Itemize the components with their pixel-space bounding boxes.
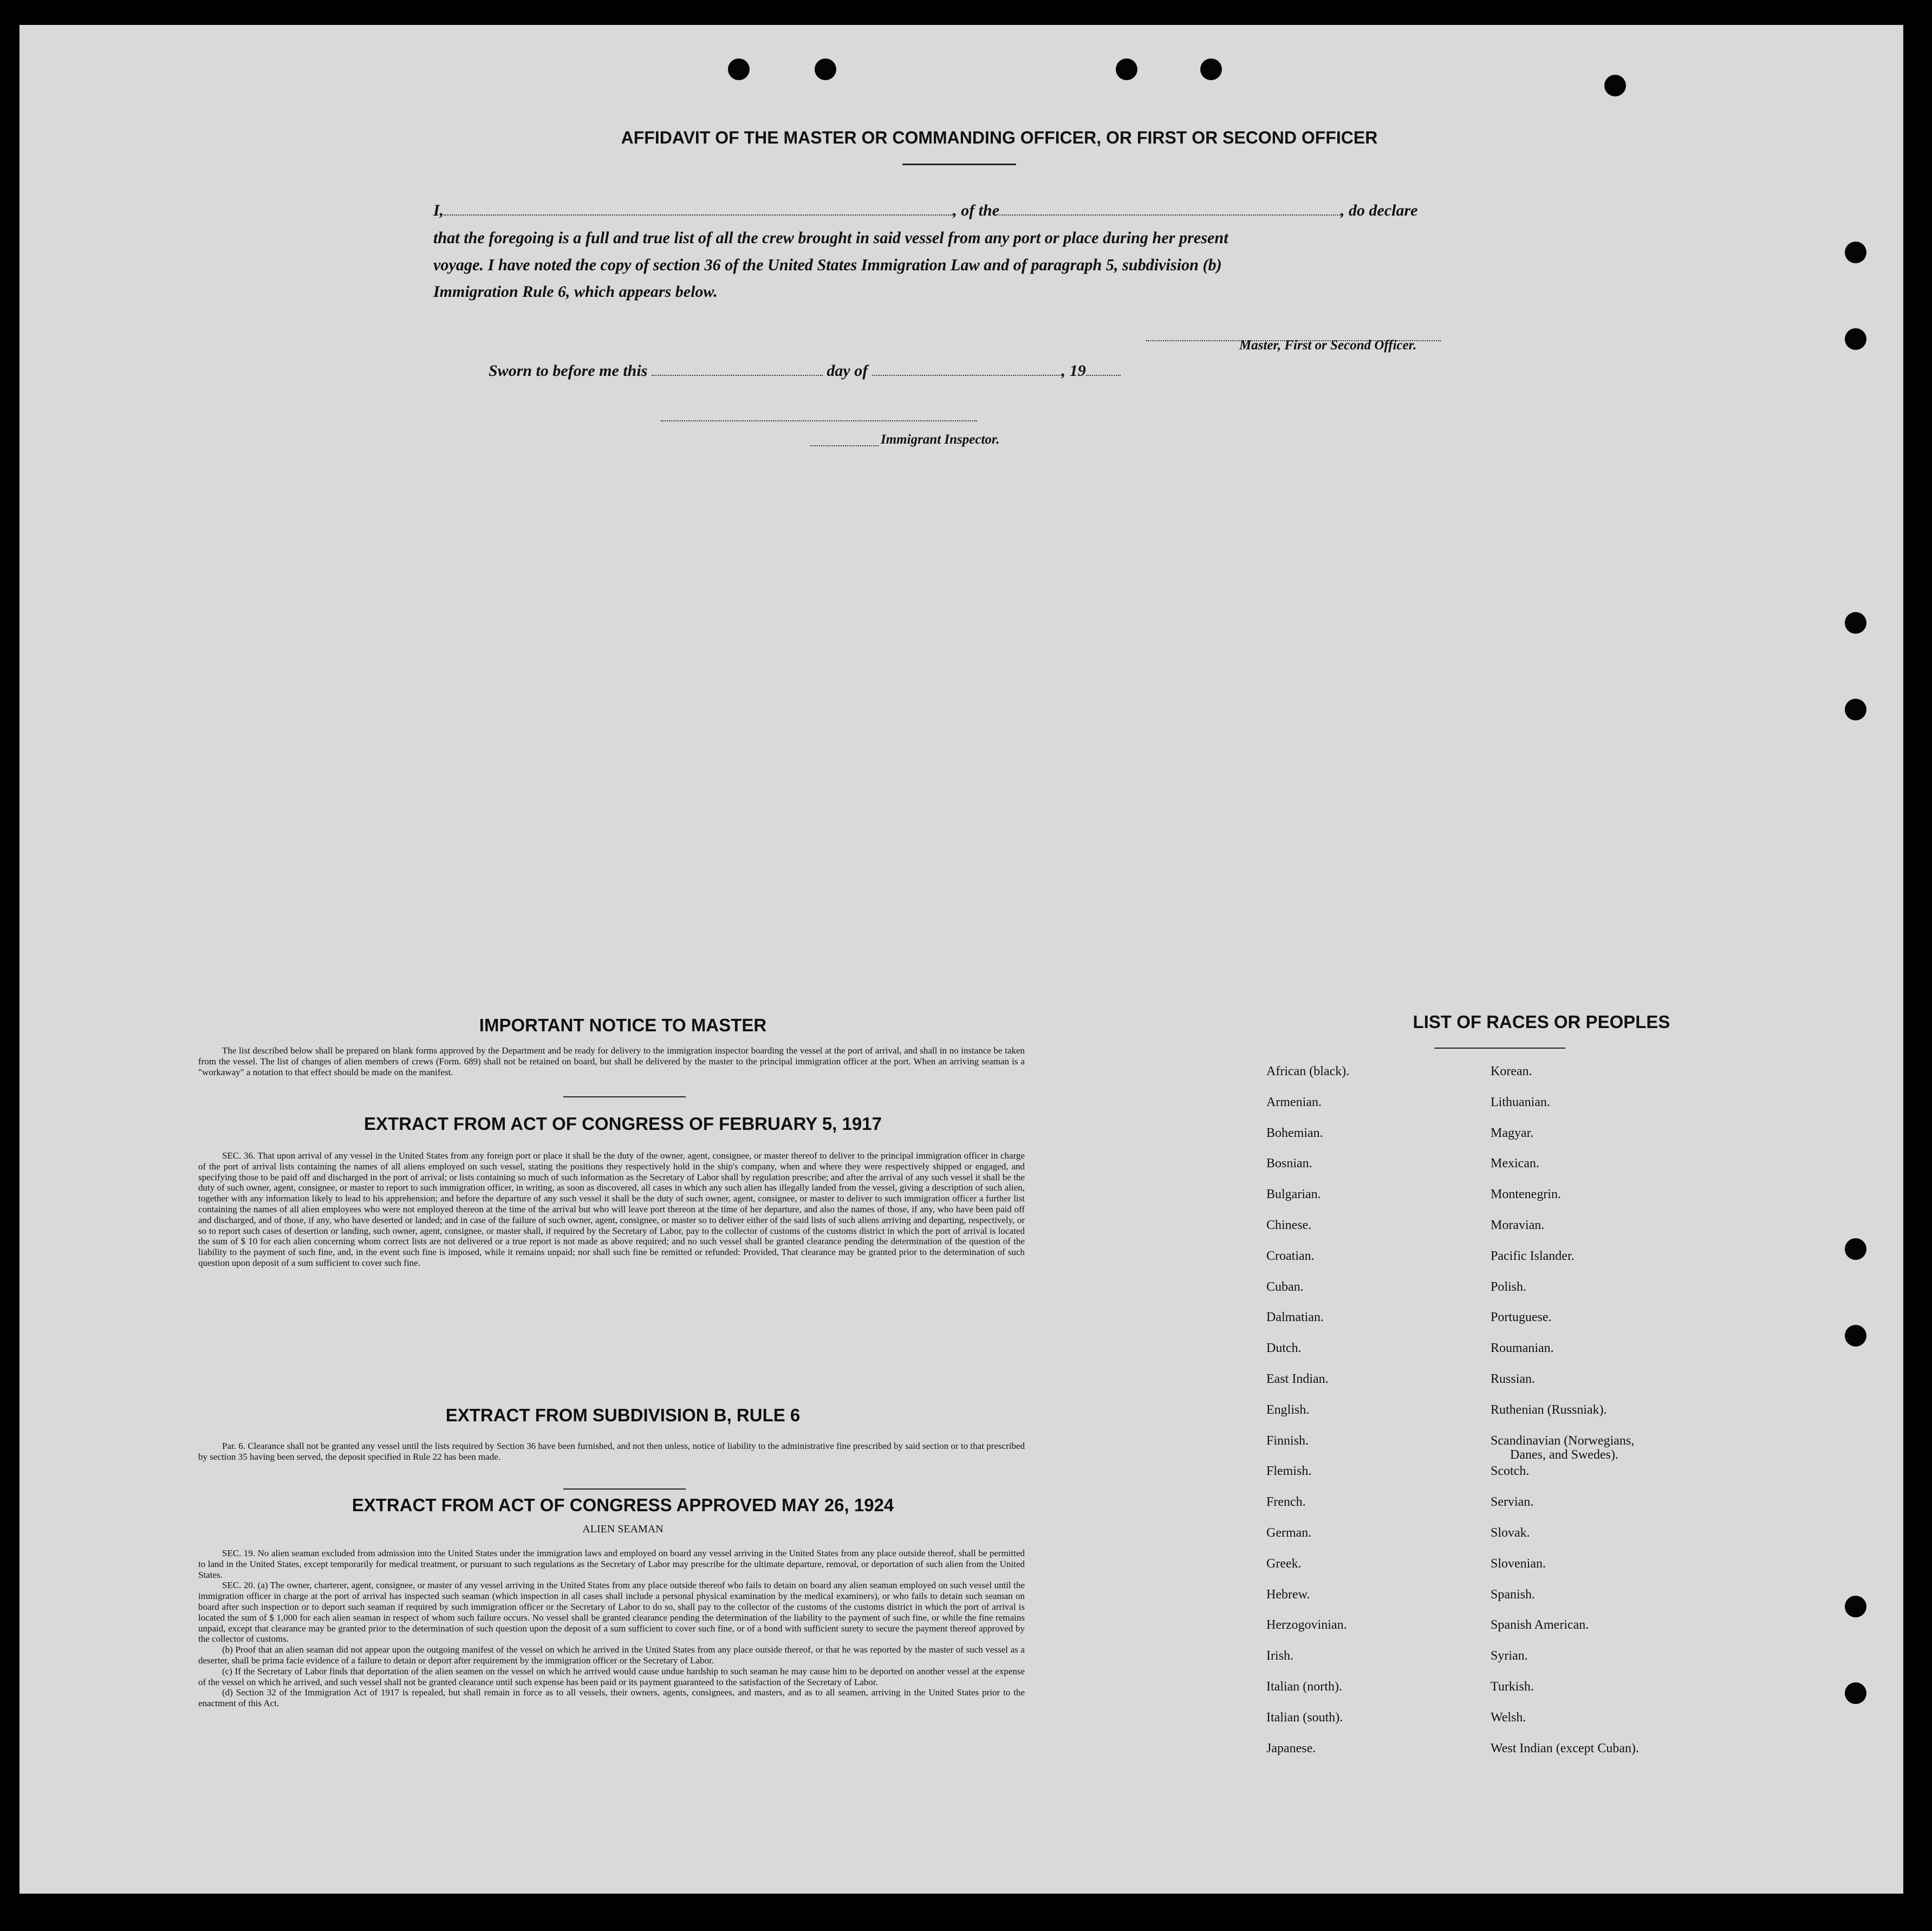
punch-hole: [1845, 242, 1866, 263]
race-item: Scotch.: [1491, 1464, 1530, 1479]
race-item: Flemish.: [1266, 1464, 1312, 1479]
rule-6-text: [198, 1441, 1025, 1462]
affidavit-text-line: Immigration Rule 6, which appears below.: [433, 283, 718, 301]
of-the-label: , of the: [953, 201, 1000, 219]
divider: [563, 1096, 686, 1097]
race-item: Polish.: [1491, 1279, 1527, 1294]
inspector-signature-field[interactable]: [661, 408, 977, 421]
race-item: German.: [1266, 1526, 1312, 1540]
race-item: Servian.: [1491, 1495, 1534, 1510]
extract-1917-title: EXTRACT FROM ACT OF CONGRESS OF FEBRUARY 5, 1917: [364, 1114, 882, 1134]
extract-1917-text: [198, 1150, 1025, 1269]
race-item: West Indian (except Cuban).: [1491, 1741, 1639, 1756]
punch-hole: [1200, 58, 1222, 80]
race-item: English.: [1266, 1402, 1310, 1417]
section-20a-paragraph: SEC. 20. (a) The owner, charterer, agent, consignee, or master of any vessel arriving in the United States from any place outside thereof who fails to detain on board any alien seaman employed on such vessel until the immigration officer in charge at the port of arrival has inspected such seaman (which inspection in all cases shall include a personal physical examination by the medical examiners), or who fails to detain such seaman on board after such inspection or to deport such seaman if required by such immigration officer or the Secretary of Labor to do so, shall pay to the collector of the customs of the customs district in which the port of arrival is located the sum of $ 1,000 for each alien seaman in respect of whom such failure occurs. No vessel shall be granted clearance pending the determination of the liability to the payment of such fine, or while the fine remains unpaid, except that clearance may be granted prior to the determination of such question upon the deposit of a sum sufficient to cover such fine, or of a bond with sufficient surety to secure the payment thereof approved by the collector of customs.: [198, 1580, 1025, 1644]
punch-hole: [728, 58, 750, 80]
sworn-prefix: Sworn to before me this: [489, 362, 648, 380]
race-item: Cuban.: [1266, 1279, 1304, 1294]
section-20d-paragraph: (d) Section 32 of the Immigration Act of 1917 is repealed, but shall remain in force as to all vessels, their owners, agents, consignees, and masters, and as to all seamen, arriving in the United States prior to the enactment of this Act.: [198, 1687, 1025, 1709]
sworn-line: [489, 362, 1121, 380]
affidavit-declaration-line: [433, 201, 1500, 220]
inspector-caption: Immigrant Inspector.: [881, 432, 1000, 447]
punch-hole: [1604, 75, 1626, 96]
race-item: Danes, and Swedes).: [1510, 1447, 1618, 1462]
race-item: Montenegrin.: [1491, 1187, 1561, 1202]
day-of-label: day of: [827, 362, 868, 380]
sworn-year-field[interactable]: [1086, 363, 1121, 376]
punch-hole: [1845, 1682, 1866, 1704]
extract-1924-text: [198, 1548, 1025, 1709]
race-item: Chinese.: [1266, 1218, 1312, 1232]
race-item: Moravian.: [1491, 1218, 1545, 1232]
declare-label: , do declare: [1341, 201, 1418, 219]
races-title: LIST OF RACES OR PEOPLES: [1413, 1012, 1670, 1032]
paragraph-6: Par. 6. Clearance shall not be granted any vessel until the lists required by Section 36 have been furnished, and not then unless, notice of liability to the administrative fine prescribed by said section or to that prescribed by section 35 having been served, the deposit specified in Rule 22 has been made.: [198, 1441, 1025, 1462]
race-item: Herzogovinian.: [1266, 1618, 1347, 1633]
section-36-paragraph: SEC. 36. That upon arrival of any vessel in the United States from any foreign port or place it shall be the duty of the owner, agent, consignee, or master thereof to deliver to the principal immigration officer in charge of the port of arrival lists containing the names of all aliens employed on such vessel, stating the positions they respectively hold in the ship's company, when and where they were respectively shipped or engaged, and specifying those to be paid off and discharged in the port of arrival; or lists containing so much of such information as the Secretary of Labor shall by regulation prescribe; and after the arrival of any such vessel it shall be the duty of such owner, agent, consignee, or master to report to such immigration officer, in writing, as soon as discovered, all cases in which any such alien has illegally landed from the vessel, giving a description of such alien, together with any information likely to lead to his apprehension; and before the departure of any such vessel it shall be the duty of such owner, agent, consignee, or master to deliver to such immigration officer a further list containing the names of all alien employees who were not employed thereon at the time of the arrival but who will leave port thereon at the time of her departure, and also the names of those, if any, who have been paid off and discharged, and of those, if any, who have deserted or landed; and in case of the failure of such owner, agent, consignee, or master so to deliver either of the said lists of such aliens arriving and departing, respectively, or so to report such cases of desertion or landing, such owner, agent, consignee, or master shall, if required by the Secretary of Labor, pay to the collector of customs of the customs district in which the port of arrival is located the sum of $ 10 for each alien concerning whom correct lists are not delivered or a true report is not made as above required; and no such vessel shall be granted clearance pending the determination of the question of the liability to the payment of such fine, and, in the event such fine is imposed, while it remains unpaid; nor shall such fine be remitted or refunded: Provided, That clearance may be granted prior to the determination of such question upon deposit of a sum sufficient to cover such fine.: [198, 1150, 1025, 1268]
race-item: Mexican.: [1491, 1156, 1539, 1171]
section-19-paragraph: SEC. 19. No alien seaman excluded from admission into the United States under the immigration laws and employed on board any vessel arriving in the United States from any place outside thereof, shall be permitted to land in the United States, except temporarily for medical treatment, or pursuant to such regulations as the Secretary of Labor may prescribe for the ultimate departure, removal, or deportation of such alien from the United States.: [198, 1548, 1025, 1580]
document-page: [19, 25, 1903, 1894]
race-item: Hebrew.: [1266, 1587, 1310, 1602]
section-20c-paragraph: (c) If the Secretary of Labor finds that deportation of the alien seamen on the vessel on which he arrived would cause undue hardship to such seaman he may cause him to be deported on another vessel at the expense of the vessel on which he arrived, and such vessel shall not be granted clearance until such expense has been paid or its payment guaranteed to the satisfaction of the Secretary of Labor.: [198, 1666, 1025, 1687]
race-item: Ruthenian (Russniak).: [1491, 1402, 1607, 1417]
race-item: Italian (north).: [1266, 1680, 1342, 1694]
race-item: Lithuanian.: [1491, 1095, 1550, 1109]
punch-hole: [1845, 1325, 1866, 1347]
race-item: Spanish American.: [1491, 1618, 1589, 1633]
race-item: Italian (south).: [1266, 1710, 1343, 1725]
race-item: Bosnian.: [1266, 1156, 1312, 1171]
punch-hole: [1845, 328, 1866, 350]
race-item: Slovak.: [1491, 1526, 1530, 1540]
punch-hole: [1845, 699, 1866, 720]
affidavit-title: AFFIDAVIT OF THE MASTER OR COMMANDING OFFICER, OR FIRST OR SECOND OFFICER: [621, 128, 1378, 147]
race-item: Roumanian.: [1491, 1341, 1554, 1356]
notice-text: [198, 1045, 1025, 1077]
affidavit-text-line: that the foregoing is a full and true list of all the crew brought in said vessel from any port or place during her present: [433, 229, 1228, 247]
race-item: Pacific Islander.: [1491, 1249, 1575, 1263]
race-item: Bulgarian.: [1266, 1187, 1321, 1202]
notice-paragraph: The list described below shall be prepared on blank forms approved by the Department and be ready for delivery to the immigration inspector boarding the vessel at the port of arrival, and shall in no instance be taken from the vessel. The list of changes of alien members of crews (Form. 689) shall not be retained on board, but shall be delivered by the master to the principal immigration officer at the port. When an arriving seaman is a "workaway" a notation to that effect should be made on the manifest.: [198, 1045, 1025, 1077]
extract-1924-title: EXTRACT FROM ACT OF CONGRESS APPROVED MAY 26, 1924: [352, 1495, 894, 1515]
punch-hole: [1845, 1596, 1866, 1617]
race-item: French.: [1266, 1495, 1306, 1510]
race-item: Welsh.: [1491, 1710, 1526, 1725]
race-item: Croatian.: [1266, 1249, 1315, 1263]
race-item: Portuguese.: [1491, 1310, 1552, 1325]
notice-title: IMPORTANT NOTICE TO MASTER: [479, 1015, 767, 1035]
inspector-signature-field-short[interactable]: [810, 433, 879, 446]
punch-hole: [815, 58, 836, 80]
punch-hole: [1845, 1238, 1866, 1260]
race-item: Dutch.: [1266, 1341, 1302, 1356]
divider: [902, 164, 1016, 165]
vessel-name-field[interactable]: [999, 203, 1341, 216]
declarant-name-field[interactable]: [444, 203, 953, 216]
race-item: Magyar.: [1491, 1126, 1534, 1140]
rule-6-title: EXTRACT FROM SUBDIVISION B, RULE 6: [445, 1405, 801, 1425]
race-item: Spanish.: [1491, 1587, 1536, 1602]
race-item: Finnish.: [1266, 1433, 1309, 1448]
sworn-date-field[interactable]: [652, 363, 823, 376]
divider: [563, 1488, 686, 1490]
race-item: Bohemian.: [1266, 1126, 1323, 1140]
race-item: Syrian.: [1491, 1649, 1528, 1663]
signer-caption: Master, First or Second Officer.: [1239, 338, 1417, 353]
declarant-prefix: I,: [433, 201, 444, 219]
race-item: Korean.: [1491, 1064, 1532, 1078]
affidavit-text-line: voyage. I have noted the copy of section 36 of the United States Immigration Law and of paragraph 5, subdivision (b): [433, 256, 1222, 274]
year-label: , 19: [1061, 362, 1086, 380]
race-item: Japanese.: [1266, 1741, 1316, 1756]
alien-seaman-subtitle: ALIEN SEAMAN: [582, 1523, 663, 1535]
section-20b-paragraph: (b) Proof that an alien seaman did not appear upon the outgoing manifest of the vessel on which he arrived in the United States from any place outside thereof, or that he was reported by the master of such vessel as a deserter, shall be prima facie evidence of a failure to detain or deport after requirement by the immigration officer or the Secretary of Labor.: [198, 1644, 1025, 1666]
race-item: Armenian.: [1266, 1095, 1322, 1109]
race-item: East Indian.: [1266, 1372, 1329, 1386]
punch-hole: [1845, 612, 1866, 634]
race-item: Russian.: [1491, 1372, 1536, 1386]
race-item: Slovenian.: [1491, 1556, 1546, 1571]
punch-hole: [1116, 58, 1137, 80]
race-item: Scandinavian (Norwegians,: [1491, 1433, 1635, 1448]
race-item: Greek.: [1266, 1556, 1302, 1571]
race-item: Dalmatian.: [1266, 1310, 1324, 1325]
race-item: Irish.: [1266, 1649, 1293, 1663]
race-item: Turkish.: [1491, 1680, 1534, 1694]
divider: [1434, 1048, 1565, 1049]
race-item: African (black).: [1266, 1064, 1350, 1078]
sworn-month-field[interactable]: [872, 363, 1062, 376]
